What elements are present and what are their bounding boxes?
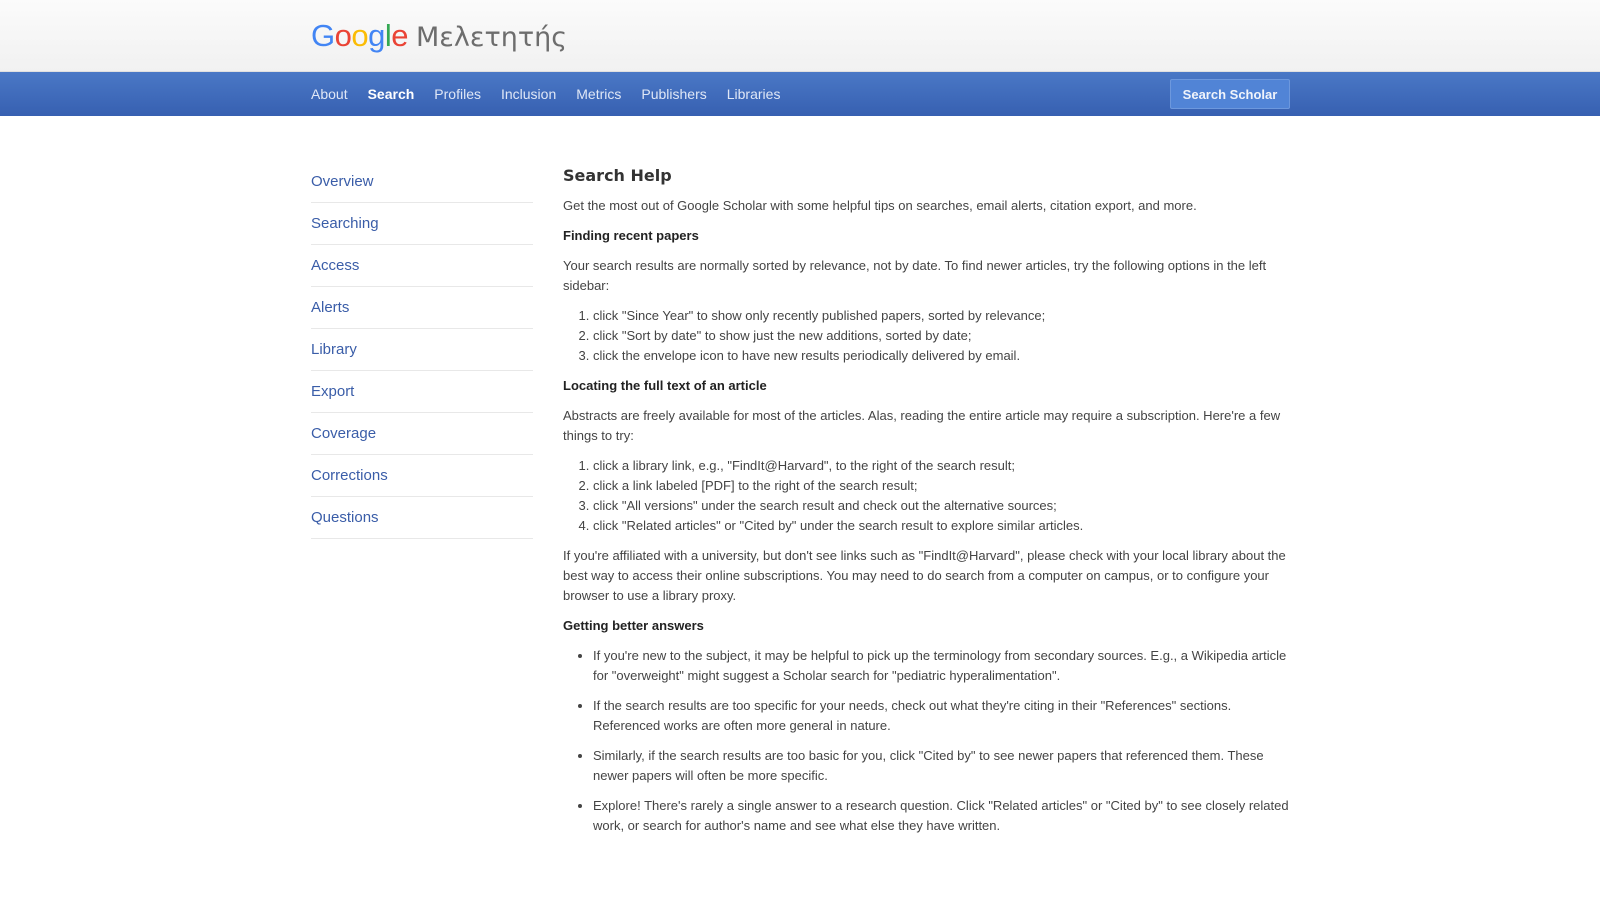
sidebar-item-overview[interactable]: Overview xyxy=(311,161,533,203)
sidebar-item-export[interactable]: Export xyxy=(311,371,533,413)
google-wordmark: Google xyxy=(311,18,409,53)
main-content xyxy=(563,164,1293,846)
help-sidebar xyxy=(311,161,533,539)
google-scholar-logo[interactable] xyxy=(311,18,567,54)
list-item: 3. click "All versions" under the search result and check out the alternative sources; xyxy=(593,496,1293,516)
section-heading: Finding recent papers xyxy=(563,228,699,243)
header xyxy=(0,0,1600,72)
section-heading: Getting better answers xyxy=(563,618,704,633)
section-paragraph: If you're affiliated with a university, but don't see links such as "FindIt@Harvard", please check with your local library about the best way to access their online subscriptions. You may need to do search from a computer on campus, or to configure your browser to use a library proxy. xyxy=(563,548,1286,603)
nav-about[interactable]: About xyxy=(311,86,348,102)
sidebar-item-coverage[interactable]: Coverage xyxy=(311,413,533,455)
list-item: 3. click the envelope icon to have new results periodically delivered by email. xyxy=(593,346,1293,366)
search-scholar-button[interactable]: Search Scholar xyxy=(1170,79,1290,109)
section-paragraph: Your search results are normally sorted by relevance, not by date. To find newer articles, try the following options in the left sidebar: xyxy=(563,258,1267,293)
list-item: 4. click "Related articles" or "Cited by" under the search result to explore similar articles. xyxy=(593,516,1293,536)
top-nav xyxy=(0,72,1600,116)
intro-text: Get the most out of Google Scholar with some helpful tips on searches, email alerts, citation export, and more. xyxy=(563,198,1197,213)
nav-metrics[interactable]: Metrics xyxy=(576,86,622,102)
nav-inclusion[interactable]: Inclusion xyxy=(500,86,557,102)
nav-publishers[interactable]: Publishers xyxy=(641,86,707,102)
list-item: 1. click "Since Year" to show only recently published papers, sorted by relevance; xyxy=(593,306,1293,326)
ordered-list xyxy=(563,306,1293,366)
sidebar-item-alerts[interactable]: Alerts xyxy=(311,287,533,329)
list-item: 2. click "Sort by date" to show just the new additions, sorted by date; xyxy=(593,326,1293,346)
nav-search[interactable]: Search xyxy=(367,86,415,102)
sidebar-item-access[interactable]: Access xyxy=(311,245,533,287)
list-item: • If the search results are too specific for your needs, check out what they're citing in their "References" sections. Referenced works are often more general in nature. xyxy=(593,696,1293,736)
sidebar-item-corrections[interactable]: Corrections xyxy=(311,455,533,497)
list-item: • Similarly, if the search results are too basic for you, click "Cited by" to see newer papers that referenced them. These newer papers will often be more specific. xyxy=(593,746,1293,786)
section-heading: Locating the full text of an article xyxy=(563,378,767,393)
ordered-list xyxy=(563,456,1293,536)
sidebar-item-questions[interactable]: Questions xyxy=(311,497,533,539)
nav-libraries[interactable]: Libraries xyxy=(726,86,781,102)
sidebar-item-library[interactable]: Library xyxy=(311,329,533,371)
list-item: • Explore! There's rarely a single answer to a research question. Click "Related articles" or "Cited by" to see closely related work, or search for author's name and see what else they have written. xyxy=(593,796,1293,836)
bullet-list xyxy=(563,646,1293,836)
list-item: 2. click a link labeled [PDF] to the right of the search result; xyxy=(593,476,1293,496)
nav-profiles[interactable]: Profiles xyxy=(434,86,481,102)
sidebar-item-searching[interactable]: Searching xyxy=(311,203,533,245)
section-paragraph: Abstracts are freely available for most of the articles. Alas, reading the entire article may require a subscription. Here're a few things to try: xyxy=(563,408,1281,443)
list-item: 1. click a library link, e.g., "FindIt@Harvard", to the right of the search result; xyxy=(593,456,1293,476)
product-name: Μελετητής xyxy=(416,22,568,53)
page-title: Search Help xyxy=(563,166,672,185)
list-item: • If you're new to the subject, it may be helpful to pick up the terminology from secondary sources. E.g., a Wikipedia article for "overweight" might suggest a Scholar search for "pediatric hyperalimentation". xyxy=(593,646,1293,686)
